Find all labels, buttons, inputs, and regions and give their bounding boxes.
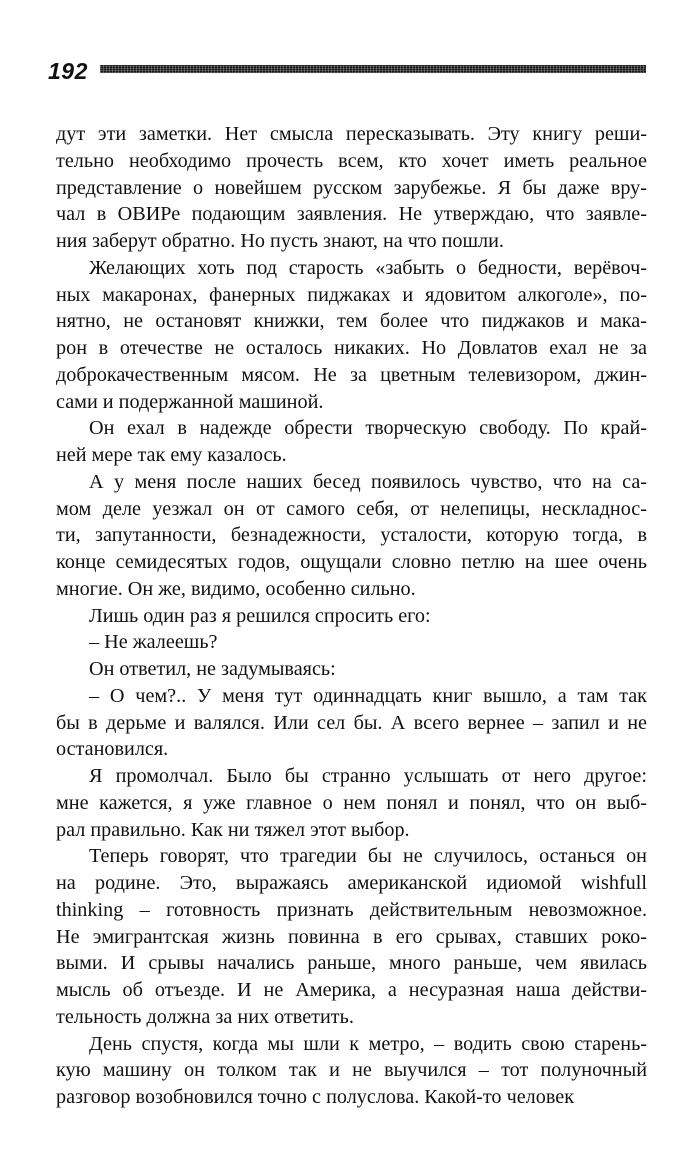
text-line: кую машину он толком так и не выучился – тот полуночный <box>56 1059 647 1082</box>
paragraph <box>56 1031 647 1111</box>
text-line: ния заберут обратно. Но пусть знают, на что пошли. <box>56 230 504 252</box>
body-text <box>56 121 647 1111</box>
text-line: конце семидесятых годов, ощущали словно петлю на шее очень <box>56 551 647 573</box>
text-line: тельно необходимо прочесть всем, кто хочет иметь реальное <box>56 149 647 172</box>
text-line: бы в дерьме и валялся. Или сел бы. А всего вернее – запил и не <box>56 711 647 734</box>
paragraph <box>56 603 647 630</box>
paragraph <box>56 683 647 763</box>
text-line: доброкачественным мясом. Не за цветным телевизором, джин- <box>56 363 647 386</box>
text-line: День спустя, когда мы шли к метро, – водить свою старень- <box>89 1032 647 1055</box>
text-line: Я промолчал. Было бы странно услышать от него другое: <box>89 765 647 787</box>
text-line: мом деле уезжал он от самого себя, от нелепицы, нескладнос- <box>56 497 647 520</box>
text-line: выми. И срывы начались раньше, много раньше, чем явилась <box>56 952 647 975</box>
text-line: остановился. <box>56 738 169 761</box>
text-line: мне кажется, я уже главное о нем понял и понял, что он выб- <box>56 791 647 814</box>
text-line: многие. Он же, видимо, особенно сильно. <box>56 577 416 600</box>
text-line: ных макаронах, фанерных пиджаках и ядовитом алкоголе», по- <box>56 283 647 306</box>
paragraph <box>56 843 647 1030</box>
text-line: Желающих хоть под старость «забыть о бедности, верёвоч- <box>89 256 647 279</box>
paragraph <box>56 629 647 656</box>
text-line: Теперь говорят, что трагедии бы не случилось, останься он <box>89 845 647 868</box>
text-line: рон в отечестве не осталось никаких. Но Довлатов ехал не за <box>56 337 647 359</box>
paragraph <box>56 763 647 843</box>
text-line: ней мере так ему казалось. <box>56 444 287 466</box>
text-line: дут эти заметки. Нет смысла пересказывать. Эту книгу реши- <box>56 123 647 145</box>
paragraph <box>56 469 647 603</box>
text-line: Он ответил, не задумываясь: <box>89 658 336 680</box>
text-line: на родине. Это, выражаясь американской идиомой wishfull <box>56 872 647 894</box>
text-line: сами и подержанной машиной. <box>56 390 324 413</box>
text-line: Лишь один раз я решился спросить его: <box>89 604 431 627</box>
text-line: thinking – готовность признать действительным невозможное. <box>56 898 647 921</box>
text-line: нятно, не остановят книжки, тем более что пиджаков и мака- <box>56 310 647 333</box>
text-line: Не эмигрантская жизнь повинна в его срывах, ставших роко- <box>56 925 647 948</box>
text-line: тельность должна за них ответить. <box>56 1005 354 1028</box>
text-line: ти, запутанности, безнадежности, усталости, которую тогда, в <box>56 524 647 547</box>
page-header <box>48 58 646 84</box>
header-rule <box>100 65 646 73</box>
paragraph <box>56 656 647 683</box>
paragraph <box>56 255 647 416</box>
text-line: – О чем?.. У меня тут одиннадцать книг вышло, а там так <box>89 684 647 707</box>
text-line: – Не жалеешь? <box>89 631 218 654</box>
text-line: мысль об отъезде. И не Америка, а несуразная наша действи- <box>56 979 647 1001</box>
paragraph <box>56 121 647 255</box>
paragraph <box>56 415 647 469</box>
text-line: представление о новейшем русском зарубежье. Я бы даже вру- <box>56 176 647 199</box>
text-line: Он ехал в надежде обрести творческую свободу. По край- <box>89 417 647 440</box>
text-line: разговор возобновился точно с полуслова. Какой-то человек <box>56 1086 575 1108</box>
text-line: А у меня после наших бесед появилось чувство, что на са- <box>89 470 647 493</box>
text-line: чал в ОВИРе подающим заявления. Не утверждаю, что заявле- <box>56 203 647 226</box>
text-line: рал правильно. Как ни тяжел этот выбор. <box>56 818 410 841</box>
page-number: 192 <box>48 58 88 84</box>
